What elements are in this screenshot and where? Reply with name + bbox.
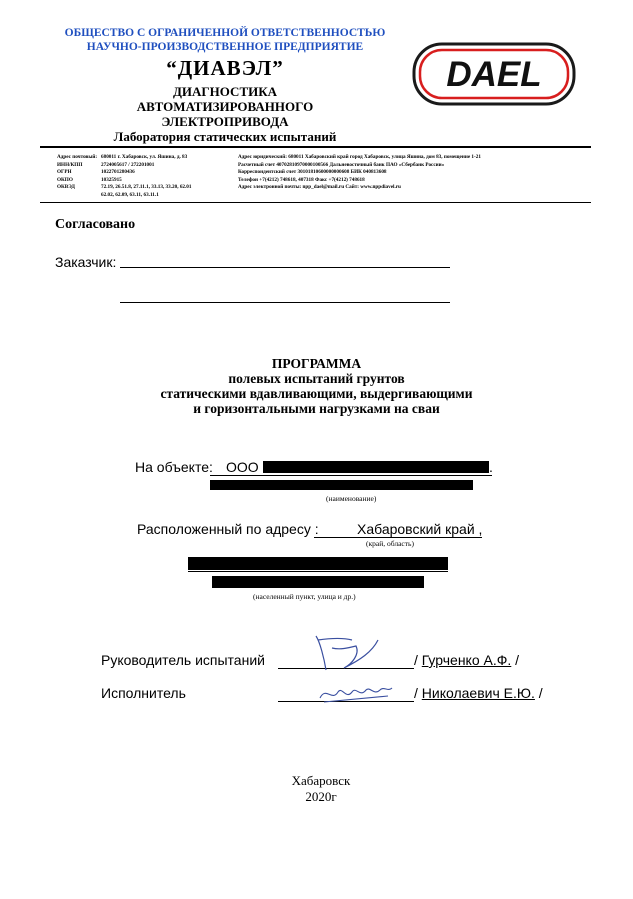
locality-caption: (населенный пункт, улица и др.) (253, 592, 356, 601)
org-name (40, 26, 410, 54)
subtitle-line-3: ЭЛЕКТРОПРИВОДА (161, 114, 289, 129)
req-right-row: Адрес юридический: 680011 Хабаровский край город Хабаровск, улица Яшина, дом 83, помещение 1-21 (238, 154, 481, 160)
program-line-2: полевых испытаний грунтов (228, 371, 405, 386)
executor-role: Исполнитель (101, 685, 186, 701)
req-left-row: ИНН/КПП 2724005617 / 272201001 (57, 161, 155, 168)
customer-line-2 (120, 302, 450, 303)
leader-role: Руководитель испытаний (101, 652, 265, 668)
requisites-left (57, 154, 192, 200)
program-title-main: ПРОГРАММА (271, 356, 362, 371)
subtitle-line-1: ДИАГНОСТИКА (172, 84, 278, 99)
req-left-row: 62.02, 62.09, 63.11, 63.11.1 (101, 191, 159, 198)
org-line-1: ОБЩЕСТВО С ОГРАНИЧЕННОЙ ОТВЕТСТВЕННОСТЬЮ (64, 27, 386, 39)
program-line-4: и горизонтальными нагрузками на сваи (193, 401, 440, 416)
req-right-row: Адрес электронной почты: npp_dael@mail.ru Сайт: www.nppdiavel.ru (238, 184, 401, 191)
agreed-label: Согласовано (55, 217, 136, 232)
leader-signature (300, 628, 390, 676)
subtitle-line-2: АВТОМАТИЗИРОВАННОГО (136, 99, 314, 114)
customer-line-1 (120, 267, 450, 268)
customer-label: Заказчик: (55, 254, 117, 270)
executor-name: / Николаевич Е.Ю. / (414, 685, 543, 701)
brand-name: “ДИАВЭЛ” (166, 56, 284, 80)
req-left-row: Адрес почтовый: 680011 г. Хабаровск, ул. Яшина, д. 83 (57, 154, 188, 160)
req-right-row: Корреспондентский счет 30101810600000000608 БИК 040813608 (238, 169, 387, 176)
footer (266, 773, 376, 805)
req-right-row: Расчетный счет 40702810970000100566 Дальневосточный банк ПАО «Сбербанк России» (238, 161, 445, 168)
subtitle-line-4: Лаборатория статических испытаний (113, 129, 337, 144)
executor-signature (316, 680, 396, 708)
leader-name-text: Гурченко А.Ф. (421, 652, 512, 668)
region-caption: (край, область) (366, 539, 414, 548)
object-caption: (наименование) (326, 494, 377, 503)
req-left-row: ОГРН 1022701280436 (57, 169, 135, 176)
address-label: Расположенный по адресу : (137, 521, 319, 537)
dael-logo (412, 42, 576, 106)
req-left-row: ОКПО 10325915 (57, 176, 122, 183)
org-line-2: НАУЧНО-ПРОИЗВОДСТВЕННОЕ ПРЕДПРИЯТИЕ (86, 41, 364, 53)
program-title (100, 356, 533, 416)
footer-city: Хабаровск (291, 773, 351, 788)
footer-year: 2020г (305, 789, 337, 804)
header-divider-bottom (40, 202, 591, 203)
object-prefix: ООО (226, 459, 259, 475)
locality-redaction-2 (212, 576, 424, 588)
header-divider-top (40, 146, 591, 148)
req-left-row: ОКВЭД 72.19, 26.51.8, 27.11.1, 33.13, 33.20, 62.01 (57, 184, 192, 191)
company-subtitle (100, 84, 350, 144)
locality-redaction (188, 557, 448, 570)
object-underline (210, 475, 492, 476)
requisites-right (238, 154, 481, 192)
address-region: Хабаровский край , (357, 521, 483, 537)
req-right-row: Телефон +7(4212) 748618, 407318 Факс +7(4212) 748618 (238, 176, 365, 183)
locality-underline (188, 571, 448, 572)
object-name-redaction (263, 461, 489, 473)
object-trailing: . (489, 459, 493, 475)
logo-text: DAEL (446, 55, 542, 94)
leader-name: / Гурченко А.Ф. / (414, 652, 520, 668)
object-name-redaction-2 (210, 480, 473, 490)
object-label: На объекте: (135, 459, 213, 475)
executor-name-text: Николаевич Е.Ю. (421, 685, 535, 701)
program-line-3: статическими вдавливающими, выдергивающими (160, 386, 473, 401)
address-region-underline (314, 537, 482, 538)
